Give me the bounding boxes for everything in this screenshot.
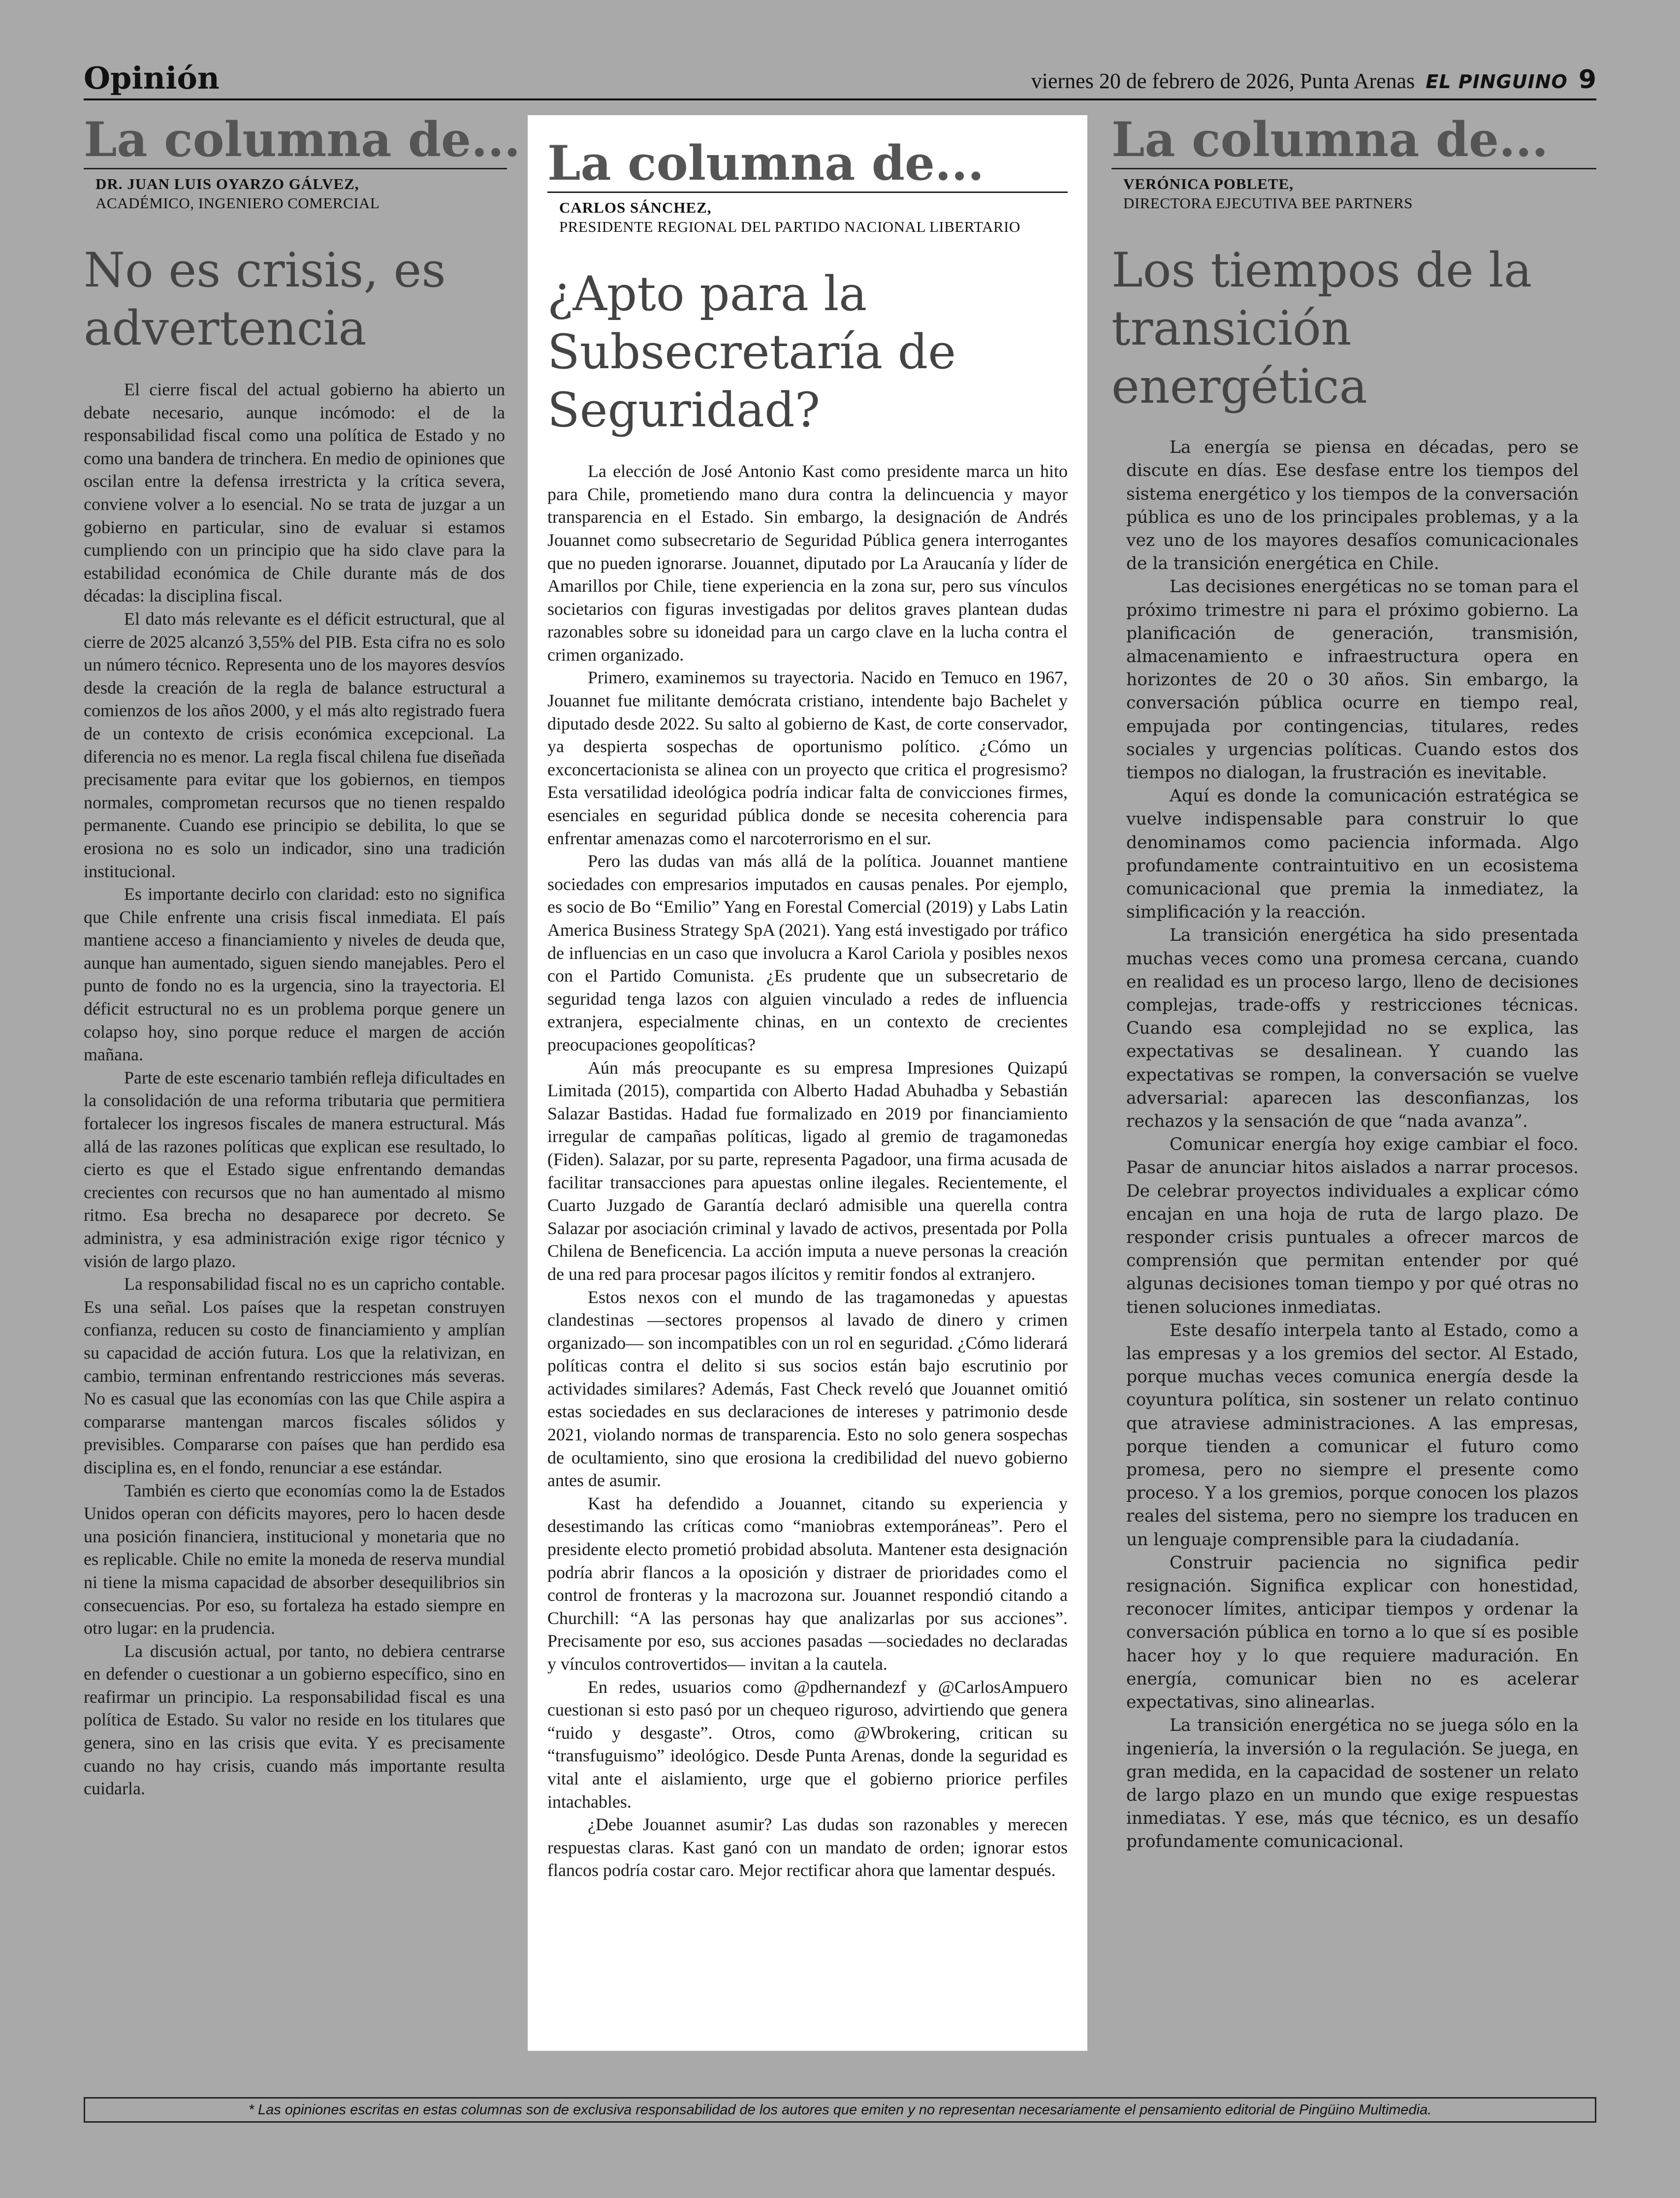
kicker-divider bbox=[1111, 168, 1596, 169]
section-title: Opinión bbox=[84, 60, 220, 96]
byline bbox=[1123, 174, 1596, 213]
opinion-column-3 bbox=[1111, 112, 1596, 1854]
author-name: DR. JUAN LUIS OYARZO GÁLVEZ, bbox=[95, 175, 359, 192]
dateline: viernes 20 de febrero de 2026, Punta Arenas bbox=[1031, 69, 1415, 93]
article-paragraph: La responsabilidad fiscal no es un capricho contable. Es una señal. Los países que la respetan construyen confianza, reducen su costo de financiamiento y amplían su capacidad de acción futura. Los que la relativizan, en cambio, terminan enfrentando restricciones más severas. No es casual que las economías con las que Chile aspira a compararse mantengan marcos fiscales sólidos y previsibles. Compararse con países que han perdido esa disciplina es, en el fondo, renunciar a ese estándar. bbox=[84, 1274, 505, 1477]
article-paragraph: Es importante decirlo con claridad: esto no significa que Chile enfrente una crisis fiscal inmediata. El país mantiene acceso a financiamiento y niveles de deuda que, aunque han aumentado, siguen siendo manejables. Pero el punto de fondo no es la urgencia, sino la trayectoria. El déficit estructural no es un problema porque genere un colapso hoy, sino porque reduce el margen de acción mañana. bbox=[84, 884, 505, 1065]
author-role: PRESIDENTE REGIONAL DEL PARTIDO NACIONAL LIBERTARIO bbox=[559, 218, 1020, 235]
article-paragraph: La transición energética no se juega sólo en la ingeniería, la inversión o la regulación. Se juega, en gran medida, en la capacidad de sostener un relato de largo plazo en un mundo que exige respuestas inmediatas. Y ese, más que técnico, es un desafío profundamente comunicacional. bbox=[1126, 1716, 1579, 1852]
page-number: 9 bbox=[1578, 65, 1596, 95]
article-paragraph: Aquí es donde la comunicación estratégica se vuelve indispensable para construir lo que denominamos como paciencia informada. Algo profundamente contraintuitivo en un ecosistema comunicacional que premia la inmediatez, la simplificación y la reacción. bbox=[1126, 786, 1579, 923]
article-paragraph: La transición energética ha sido presentada muchas veces como una promesa cercana, cuando en realidad es un proceso largo, lleno de decisiones complejas, trade-offs y restricciones técnicas. Cuando esa complejidad no se explica, las expectativas se desalinean. Y cuando las expectativas se rompen, la conversación se vuelve adversarial: aparecen las desconfianzas, los rechazos y la sensación de que “nada avanza”. bbox=[1126, 925, 1579, 1132]
column-kicker: La columna de... bbox=[547, 135, 984, 191]
article-paragraph: La discusión actual, por tanto, no debiera centrarse en defender o cuestionar a un gobierno específico, sino en reafirmar un principio. La responsabilidad fiscal es una política de Estado. Su valor no reside en los titulares que genera, sino en las crisis que evita. Y es precisamente cuando no hay crisis, cuando más importante resulta cuidarla. bbox=[84, 1641, 505, 1799]
opinion-column-2 bbox=[528, 115, 1087, 2051]
disclaimer-box bbox=[84, 2097, 1596, 2123]
article-headline: No es crisis, es advertencia bbox=[84, 242, 446, 356]
article-paragraph: Las decisiones energéticas no se toman para el próximo trimestre ni para el próximo gobierno. La planificación de generación, transmisión, almacenamiento e infraestructura opera en horizontes de 20 o 30 años. Sin embargo, la conversación pública ocurre en tiempo real, empujada por contingencias, titulares, redes sociales y urgencias políticas. Cuando estos dos tiempos no dialogan, la frustración es inevitable. bbox=[1126, 577, 1579, 783]
article-paragraph: Pero las dudas van más allá de la política. Jouannet mantiene sociedades con empresarios imputados en causas penales. Por ejemplo, es socio de Bo “Emilio” Yang en Forestal Comercial (2019) y Labs Latin America Business Strategy SpA (2021). Yang está investigado por tráfico de influencias en un caso que involucra a Karol Cariola y posibles nexos con el Partido Comunista. ¿Es prudente que un subsecretario de seguridad tenga lazos con alguien vinculado a redes de influencia extranjera, especialmente chinas, en un contexto de crecientes preocupaciones geopolíticas? bbox=[547, 851, 1068, 1054]
article-paragraph: Kast ha defendido a Jouannet, citando su experiencia y desestimando las críticas como “maniobras extemporáneas”. Pero el presidente electo prometió probidad absoluta. Mantener esta designación podría abrir flancos a la oposición y distraer de prioridades como el control de fronteras y la macrozona sur. Jouannet respondió citando a Churchill: “A las personas hay que analizarlas por sus acciones”. Precisamente por eso, sus acciones pasadas —sociedades no declaradas y vínculos controvertidos— invitan a la cautela. bbox=[547, 1493, 1068, 1674]
article-paragraph: El cierre fiscal del actual gobierno ha abierto un debate necesario, aunque incómodo: el de la responsabilidad fiscal como una política de Estado y no como una bandera de trinchera. En medio de opiniones que oscilan entre la defensa irrestricta y la crítica severa, conviene volver a lo esencial. No se trata de juzgar a un gobierno en particular, sino de evaluar si estamos cumpliendo con un principio que ha sido clave para la estabilidad económica de Chile durante más de dos décadas: la disciplina fiscal. bbox=[84, 380, 505, 606]
byline bbox=[95, 174, 507, 213]
article-paragraph: Este desafío interpela tanto al Estado, como a las empresas y a los gremios del sector. Al Estado, porque muchas veces comunica energía desde la coyuntura política, sin sostener un relato continuo que atraviese administraciones. A las empresas, porque tienden a comunicar el futuro como promesa, pero no siempre el presente como proceso. Y a los gremios, porque conocen los plazos reales del sistema, pero no siempre los traducen en un lenguaje comprensible para la ciudadanía. bbox=[1126, 1320, 1579, 1550]
article-headline: Los tiempos de la transición energética bbox=[1111, 242, 1532, 414]
kicker-divider bbox=[547, 191, 1068, 193]
article-paragraph: Aún más preocupante es su empresa Impresiones Quizapú Limitada (2015), compartida con Alberto Hadad Abuhadba y Sebastián Salazar Bastidas. Hadad fue formalizado en 2019 por financiamiento irregular de campañas políticas, ligado al gremio de tragamonedas (Fiden). Salazar, por su parte, representa Pagadoor, una firma acusada de facilitar transacciones para apuestas online ilegales. Recientemente, el Cuarto Juzgado de Garantía declaró admisible una querella contra Salazar por asociación criminal y lavado de activos, presentada por Polla Chilena de Beneficencia. La acción imputa a nueve personas la creación de una red para procesar pagos ilícitos y remitir fondos al extranjero. bbox=[547, 1057, 1068, 1284]
disclaimer-text: * Las opiniones escritas en estas columnas son de exclusiva responsabilidad de los autores que emiten y no representan necesariamente el pensamiento editorial de Pingüino Multimedia. bbox=[248, 2102, 1432, 2118]
page-header bbox=[84, 58, 1596, 100]
opinion-column-1 bbox=[84, 112, 521, 1800]
author-name: CARLOS SÁNCHEZ, bbox=[559, 198, 712, 216]
newspaper-logo: EL PINGUINO bbox=[1426, 71, 1568, 93]
article-paragraph: Primero, examinemos su trayectoria. Nacido en Temuco en 1967, Jouannet fue militante demócrata cristiano, intendente bajo Bachelet y diputado desde 2022. Su salto al gobierno de Kast, de corte conservador, ya despierta sospechas de oportunismo político. ¿Cómo un exconcertacionista se alinea con un proyecto que critica el progresismo? Esta versatilidad ideológica podría indicar falta de convicciones firmes, esenciales en seguridad pública donde se necesita coherencia para enfrentar amenazas como el narcoterrorismo en el sur. bbox=[547, 668, 1068, 848]
article-paragraph: También es cierto que economías como la de Estados Unidos operan con déficits mayores, pero lo hacen desde una posición financiera, institucional y monetaria que no es replicable. Chile no emite la moneda de reserva mundial ni tiene la misma capacidad de absorber desequilibrios sin consecuencias. Por eso, su fortaleza ha estado siempre en otro lugar: en la prudencia. bbox=[84, 1480, 505, 1638]
column-kicker: La columna de... bbox=[84, 112, 521, 167]
byline bbox=[559, 198, 1068, 236]
article-body bbox=[1126, 436, 1579, 1853]
article-paragraph: En redes, usuarios como @pdhernandezf y @CarlosAmpuero cuestionan si esto pasó por un chequeo riguroso, advirtiendo que genera “ruido y desgaste”. Otros, como @Wbrokering, critican su “transfuguismo” ideológico. Desde Punta Arenas, donde la seguridad es vital ante el aislamiento, urge que el gobierno priorice perfiles intachables. bbox=[547, 1677, 1068, 1812]
article-body bbox=[84, 378, 507, 1800]
article-headline: ¿Apto para la Subsecretaría de Seguridad? bbox=[547, 266, 956, 438]
author-name: VERÓNICA POBLETE, bbox=[1123, 175, 1294, 192]
kicker-divider bbox=[84, 168, 507, 169]
column-kicker: La columna de... bbox=[1111, 112, 1549, 167]
author-role: DIRECTORA EJECUTIVA BEE PARTNERS bbox=[1123, 194, 1413, 212]
article-paragraph: La energía se piensa en décadas, pero se discute en días. Ese desfase entre los tiempos del sistema energético y los tiempos de la conversación pública es uno de los principales problemas, y a la vez uno de los mayores desafíos comunicacionales de la transición energética en Chile. bbox=[1126, 438, 1579, 574]
header-divider bbox=[84, 98, 1596, 100]
article-paragraph: Construir paciencia no significa pedir resignación. Significa explicar con honestidad, reconocer límites, anticipar tiempos y ordenar la conversación pública en torno a lo que sí es posible hacer hoy y lo que requiere maduración. En energía, comunicar bien no es acelerar expectativas, sino alinearlas. bbox=[1126, 1553, 1579, 1713]
author-role: ACADÉMICO, INGENIERO COMERCIAL bbox=[95, 194, 380, 212]
article-body bbox=[547, 460, 1068, 1882]
article-paragraph: ¿Debe Jouannet asumir? Las dudas son razonables y merecen respuestas claras. Kast ganó con un mandato de orden; ignorar estos flancos podría costar caro. Mejor rectificar ahora que lamentar después. bbox=[547, 1815, 1068, 1880]
article-paragraph: La elección de José Antonio Kast como presidente marca un hito para Chile, prometiendo mano dura contra la delincuencia y mayor transparencia en el Estado. Sin embargo, la designación de Andrés Jouannet como subsecretario de Seguridad Pública genera interrogantes que no pueden ignorarse. Jouannet, diputado por La Araucanía y líder de Amarillos por Chile, tiene experiencia en la zona sur, pero sus vínculos societarios con figuras investigadas por delitos graves plantean dudas razonables sobre su idoneidad para un cargo clave en la lucha contra el crimen organizado. bbox=[547, 461, 1068, 665]
article-paragraph: El dato más relevante es el déficit estructural, que al cierre de 2025 alcanzó 3,55% del PIB. Esta cifra no es solo un número técnico. Representa uno de los mayores desvíos desde la creación de la regla de balance estructural a comienzos de los años 2000, y el más alto registrado fuera de un contexto de crisis económica excepcional. La diferencia no es menor. La regla fiscal chilena fue diseñada precisamente para evitar que los gobiernos, en tiempos normales, comprometan recursos que no tienen respaldo permanente. Cuando ese principio se debilita, lo que se erosiona no es solo un indicador, sino una tradición institucional. bbox=[84, 608, 505, 881]
article-paragraph: Parte de este escenario también refleja dificultades en la consolidación de una reforma tributaria que permitiera fortalecer los ingresos fiscales de manera estructural. Más allá de las razones políticas que explican ese resultado, lo cierto es que el Estado sigue enfrentando demandas crecientes con recursos que no han aumentado al mismo ritmo. Esa brecha no desaparece por decreto. Se administra, y esa administración exige rigor técnico y visión de largo plazo. bbox=[84, 1067, 505, 1271]
article-paragraph: Estos nexos con el mundo de las tragamonedas y apuestas clandestinas —sectores propensos al lavado de dinero y crimen organizado— son incompatibles con un rol en seguridad. ¿Cómo liderará políticas contra el delito si sus socios están bajo escrutinio por actividades similares? Además, Fast Check reveló que Jouannet omitió estas sociedades en sus declaraciones de intereses y patrimonio desde 2021, violando normas de transparencia. Esto no solo genera sospechas de ocultamiento, sino que erosiona la credibilidad del nuevo gobierno antes de asumir. bbox=[547, 1287, 1068, 1491]
article-paragraph: Comunicar energía hoy exige cambiar el foco. Pasar de anunciar hitos aislados a narrar procesos. De celebrar proyectos individuales a explicar cómo encajan en una hoja de ruta de largo plazo. De responder crisis puntuales a ofrecer marcos de comprensión que permitan entender por qué algunas decisiones toman tiempo y por qué otras no tienen soluciones inmediatas. bbox=[1126, 1135, 1579, 1317]
header-right bbox=[1031, 65, 1596, 95]
